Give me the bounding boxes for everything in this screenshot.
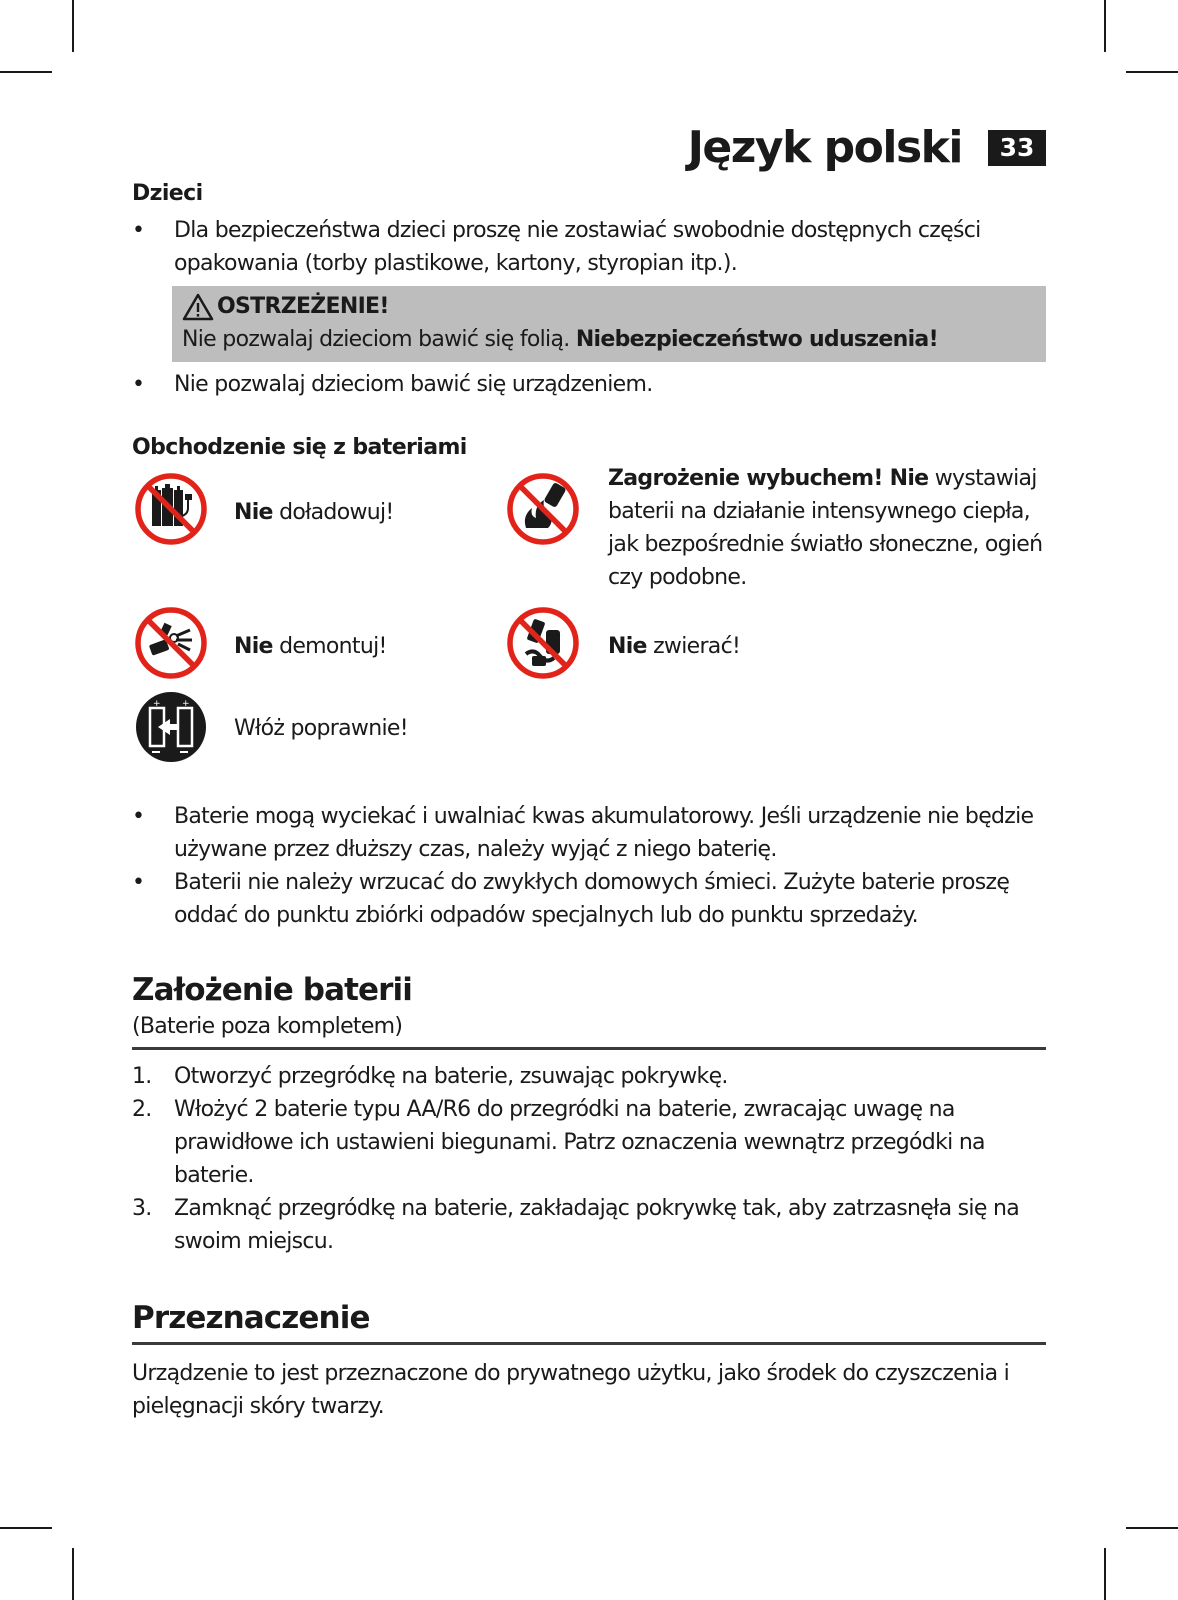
battery-icon-grid	[132, 466, 1046, 800]
list-item: 1. Otworzyć przegródkę na baterie, zsuwając pokrywkę.	[132, 1064, 728, 1089]
install-note: (Baterie poza kompletem)	[132, 1014, 403, 1039]
svg-text:+: +	[153, 699, 161, 709]
install-heading: Założenie baterii	[132, 972, 412, 1008]
warning-box	[172, 286, 1046, 362]
install-steps	[132, 1060, 1046, 1258]
no-disassemble-icon	[134, 606, 208, 680]
list-item: • Nie pozwalaj dzieciom bawić się urządzeniem.	[132, 368, 1046, 401]
warning-heading	[182, 290, 1036, 323]
children-list	[132, 214, 1046, 280]
crop-mark	[72, 1548, 74, 1600]
svg-text:+: +	[182, 699, 190, 709]
crop-mark	[1126, 1527, 1178, 1529]
batteries-heading: Obchodzenie się z bateriami	[132, 435, 467, 460]
page-header	[688, 122, 1046, 174]
battery-rule-text: Zagrożenie wybuchem! Nie wystawiaj baterii na działanie intensywnego ciepła, jak bezpośrednie światło słoneczne, ogień czy podobne.	[608, 466, 1043, 590]
crop-mark	[72, 0, 74, 52]
no-fire-heat-icon	[506, 472, 580, 546]
children-heading: Dzieci	[132, 181, 203, 206]
section-divider	[132, 1047, 1046, 1050]
no-recharge-icon	[134, 472, 208, 546]
purpose-heading: Przeznaczenie	[132, 1300, 370, 1336]
purpose-text: Urządzenie to jest przeznaczone do prywatnego użytku, jako środek do czyszczenia i pielęgnacji skóry twarzy.	[132, 1361, 1010, 1419]
battery-rule-text: Włóż poprawnie!	[234, 716, 408, 741]
crop-mark	[1104, 0, 1106, 52]
insert-correctly-icon	[134, 690, 208, 764]
battery-rule-text: Nie doładowuj!	[234, 500, 394, 525]
battery-bullets	[132, 800, 1046, 932]
list-item: 2. Włożyć 2 baterie typu AA/R6 do przegródki na baterie, zwracając uwagę na prawidłowe ich ustawieni biegunami. Patrz oznaczenia wewnątrz przegódki na baterie.	[132, 1097, 985, 1188]
list-item: • Baterie mogą wyciekać i uwalniać kwas akumulatorowy. Jeśli urządzenie nie będzie używane przez dłuższy czas, należy wyjąć z niego baterię.	[132, 800, 1046, 866]
warning-title: OSTRZEŻENIE!	[217, 294, 389, 319]
crop-mark	[0, 1527, 52, 1529]
list-item: • Baterii nie należy wrzucać do zwykłych domowych śmieci. Zużyte baterie proszę oddać do punktu zbiórki odpadów specjalnych lub do punktu sprzedaży.	[132, 866, 1046, 932]
section-divider	[132, 1342, 1046, 1345]
page-number: 33	[988, 130, 1046, 166]
no-short-circuit-icon	[506, 606, 580, 680]
page-title: Język polski	[687, 122, 962, 173]
purpose-section	[132, 1298, 1046, 1423]
page-content	[132, 178, 1046, 1423]
warning-text: Nie pozwalaj dzieciom bawić się folią. Niebezpieczeństwo uduszenia!	[182, 327, 938, 352]
children-list-2	[132, 368, 1046, 401]
install-section	[132, 970, 1046, 1258]
battery-rule-text: Nie zwierać!	[608, 634, 741, 659]
warning-triangle-icon	[182, 293, 214, 321]
warning-emphasis: Niebezpieczeństwo uduszenia!	[575, 327, 938, 352]
list-item: • Dla bezpieczeństwa dzieci proszę nie zostawiać swobodnie dostępnych części opakowania (torby plastikowe, kartony, styropian itp.).	[132, 214, 1046, 280]
crop-mark	[1104, 1548, 1106, 1600]
list-item: 3. Zamknąć przegródkę na baterie, zakładając pokrywkę tak, aby zatrzasnęła się na swoim miejscu.	[132, 1196, 1019, 1254]
battery-rule-text: Nie demontuj!	[234, 634, 387, 659]
crop-mark	[1126, 71, 1178, 73]
crop-mark	[0, 71, 52, 73]
